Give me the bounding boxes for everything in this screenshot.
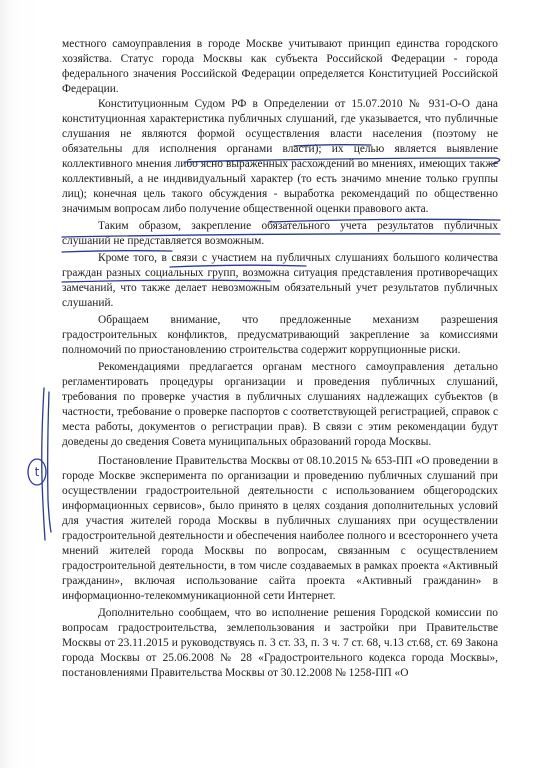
document-body	[62, 37, 498, 681]
paragraph: местного самоуправления в городе Москве учитывают принцип единства городского хозяйства. Статус города Москвы как субъекта Российской Федерации - города федерального значения Российской Федерации определяется Конституцией Российской Федерации.	[62, 38, 498, 95]
margin-bracket	[48, 392, 51, 532]
paragraph: Рекомендациями предлагается органам местного самоуправления детально регламентировать процедуры организации и проведения публичных слушаний, требования по проверке участия в публичных слушаниях надлежащих субъектов (в частности, требование о проверке паспортов с соответствующей регистрацией, справок с места работы, документов о регистрации прав). В связи с этим рекомендации будут доведены до сведения Совета муниципальных образований города Москвы.	[62, 361, 498, 448]
paragraph: Кроме того, в связи с участием на публичных слушаниях большого количества граждан разных социальных групп, возможна ситуация представления противоречащих замечаний, что также делает невозможным обязательный учет результатов публичных слушаний.	[62, 252, 498, 309]
paragraph: Конституционным Судом РФ в Определении от 15.07.2010 № 931-О-О дана конституционная характеристика публичных слушаний, где указывается, что публичные слушания не являются формой осуществления власти населения (поэтому не обязательны для исполнения органами власти); их целью является выявление коллективного мнения либо ясно выраженных расхождений во мнениях, имеющих также коллективный, а не индивидуальный характер (то есть значимо мнение только группы лиц); конечная цель такого обсуждения - выработка рекомендаций по общественно значимым вопросам либо получение общественной оценки правового акта.	[62, 98, 498, 215]
margin-letter: t	[34, 465, 40, 479]
margin-bracket	[42, 388, 45, 540]
paragraph: Постановление Правительства Москвы от 08.10.2015 № 653-ПП «О проведении в городе Москве эксперимента по организации и проведению публичных слушаний при осуществлении градостроительной деятельности с использованием общегородских информационных сервисов», было принято в целях создания дополнительных условий для участия жителей города Москвы в публичных слушаниях при осуществлении градостроительной деятельности и обеспечения наиболее полного и всестороннего учета мнений жителей города Москвы по вопросам, связанным с осуществлением градостроительной деятельности, в том числе создаваемых в рамках проекта «Активный гражданин», включая использование сайта проекта «Активный гражданин» в информационно-телекоммуникационной сети Интернет.	[62, 455, 498, 602]
paragraph: Обращаем внимание, что предложенные механизм разрешения градостроительных конфликтов, предусматривающий закрепление за комиссиями полномочий по приостановлению строительства содержит коррупционные риски.	[62, 314, 498, 356]
paragraph: Таким образом, закрепление обязательного учета результатов публичных слушаний не представляется возможным.	[62, 220, 498, 247]
paragraph: Дополнительно сообщаем, что во исполнение решения Городской комиссии по вопросам градостроительства, землепользования и застройки при Правительстве Москвы от 23.11.2015 и руководствуясь п. 3 ст. 33, п. 3 ч. 7 ст. 68, ч.13 ст.68, ст. 69 Закона города Москвы от 25.06.2008 № 28 «Градостроительного кодекса города Москвы», постановлениями Правительства Москвы от 30.12.2008 № 1258-ПП «О	[62, 607, 498, 679]
